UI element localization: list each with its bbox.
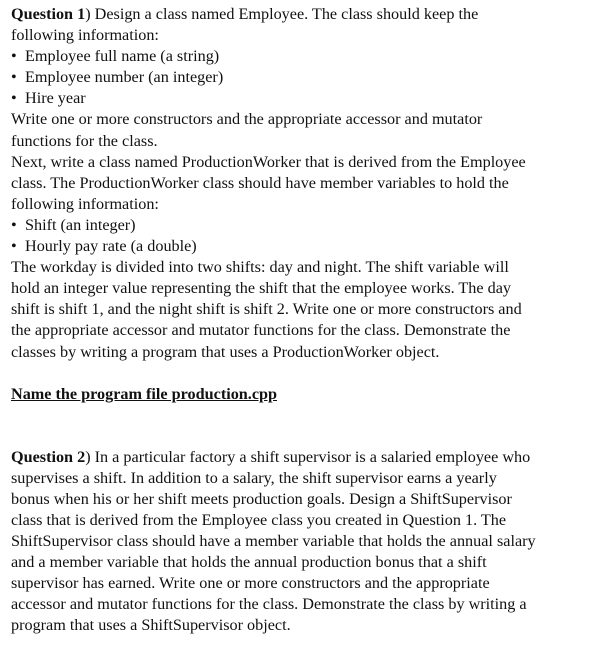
paragraph-line: following information:: [11, 194, 159, 213]
paragraph-line: class. The ProductionWorker class should have member variables to hold the: [11, 173, 509, 192]
paragraph-line: the appropriate accessor and mutator functions for the class. Demonstrate the: [11, 321, 511, 340]
paragraph-line: Next, write a class named ProductionWorker that is derived from the Employee: [11, 152, 526, 171]
list-item-text: Employee number (an integer): [25, 68, 224, 87]
paragraph-line: supervises a shift. In addition to a salary, the shift supervisor earns a yearly: [11, 468, 497, 487]
list-item-text: Hourly pay rate (a double): [25, 237, 197, 256]
question-2-intro-text: ) In a particular factory a shift supervisor is a salaried employee who: [85, 447, 531, 466]
bullet-icon: •: [11, 47, 17, 66]
list-item-text: Shift (an integer): [25, 215, 136, 234]
bullet-icon: •: [11, 215, 17, 234]
question-1-label: Question 1: [11, 5, 86, 23]
program-filename: Name the program file production.cpp: [11, 384, 278, 403]
paragraph-line: The workday is divided into two shifts: day and night. The shift variable will: [11, 258, 509, 277]
question-2-label: Question 2: [11, 447, 86, 466]
paragraph-line: shift is shift 1, and the night shift is shift 2. Write one or more constructors and: [11, 300, 522, 319]
paragraph-line: classes by writing a program that uses a ProductionWorker object.: [11, 342, 440, 361]
paragraph-line: hold an integer value representing the shift that the employee works. The day: [11, 279, 512, 298]
list-item: [11, 236, 604, 257]
question-2-intro: [11, 447, 604, 468]
bullet-icon: •: [11, 68, 17, 87]
paragraph-line: supervisor has earned. Write one or more constructors and the appropriate: [11, 574, 490, 593]
list-item-text: Employee full name (a string): [25, 47, 220, 66]
paragraph-line: accessor and mutator functions for the class. Demonstrate the class by writing a: [11, 595, 527, 614]
paragraph-line: class that is derived from the Employee class you created in Question 1. The: [11, 510, 507, 529]
paragraph-line: ShiftSupervisor class should have a member variable that holds the annual salary: [11, 532, 536, 551]
spacer: [11, 363, 604, 384]
bullet-icon: •: [11, 237, 17, 256]
question-2: [11, 447, 604, 637]
list-item: [11, 88, 604, 109]
question-1-intro: [11, 4, 604, 25]
paragraph-line: program that uses a ShiftSupervisor object.: [11, 616, 291, 635]
paragraph-line: functions for the class.: [11, 131, 158, 150]
paragraph-line: and a member variable that holds the annual production bonus that a shift: [11, 553, 487, 572]
bullet-icon: •: [11, 89, 17, 108]
question-1-intro-line-2: following information:: [11, 26, 159, 45]
list-item-text: Hire year: [25, 89, 86, 108]
paragraph-line: Write one or more constructors and the appropriate accessor and mutator: [11, 110, 483, 129]
list-item: [11, 215, 604, 236]
list-item: [11, 67, 604, 88]
list-item: [11, 46, 604, 67]
paragraph-line: bonus when his or her shift meets production goals. Design a ShiftSupervisor: [11, 489, 512, 508]
question-1-intro-text: ) Design a class named Employee. The class should keep the: [85, 5, 479, 23]
question-1: [11, 4, 604, 405]
spacer: [11, 405, 604, 447]
